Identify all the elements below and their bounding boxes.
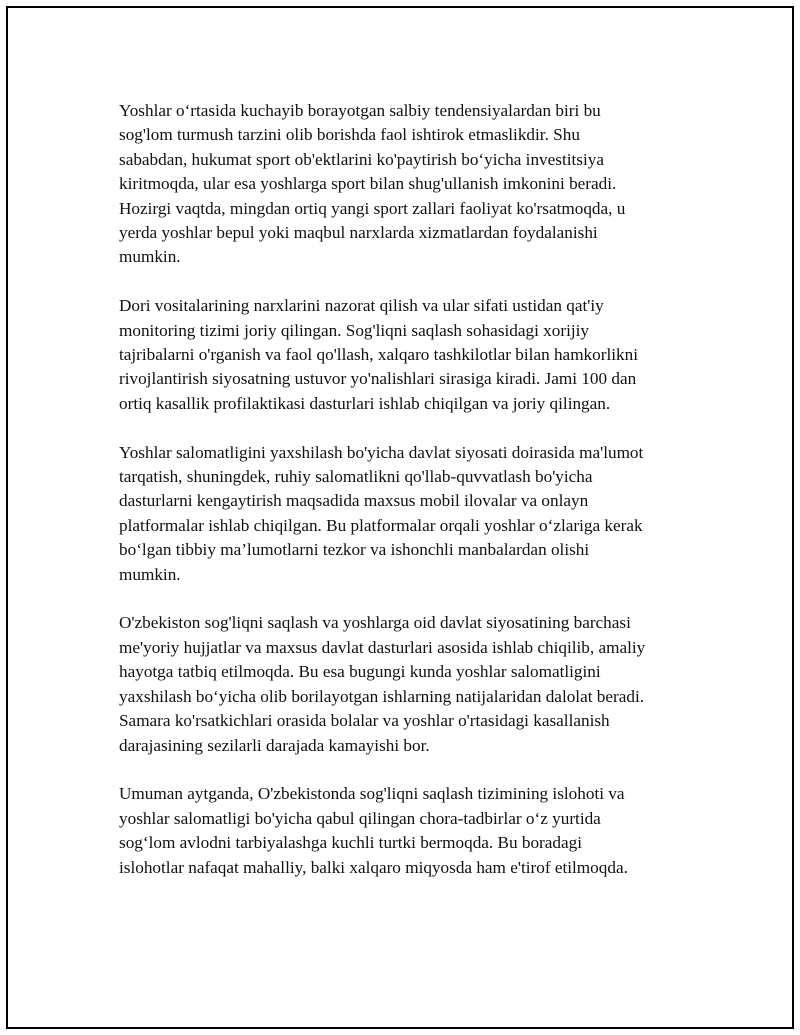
text-line: Hozirgi vaqtda, mingdan ortiq yangi sport zallari faoliyat ko'rsatmoqda, u <box>119 198 626 218</box>
paragraph-1 <box>119 99 699 270</box>
text-line: mumkin. <box>119 247 181 267</box>
text-line: darajasining sezilarli darajada kamayishi bor. <box>119 735 430 755</box>
text-line: sababdan, hukumat sport ob'ektlarini ko'paytirish bo‘yicha investitsiya <box>119 149 604 169</box>
text-line: Yoshlar o‘rtasida kuchayib borayotgan salbiy tendensiyalardan biri bu <box>119 101 601 120</box>
document-body <box>119 99 699 904</box>
text-line: ortiq kasallik profilaktikasi dasturlari ishlab chiqilgan va joriy qilingan. <box>119 393 611 413</box>
paragraph-3 <box>119 441 699 587</box>
paragraph-2 <box>119 294 699 416</box>
page-border <box>6 6 794 1029</box>
paragraph-5 <box>119 782 699 880</box>
text-line: sog'lom turmush tarzini olib borishda faol ishtirok etmaslikdir. Shu <box>119 125 580 145</box>
text-line: me'yoriy hujjatlar va maxsus davlat dasturlari asosida ishlab chiqilib, amaliy <box>119 637 646 657</box>
text-line: Yoshlar salomatligini yaxshilash bo'yicha davlat siyosati doirasida ma'lumot <box>119 442 644 462</box>
text-line: dasturlarni kengaytirish maqsadida maxsus mobil ilovalar va onlayn <box>119 491 589 511</box>
text-line: tarqatish, shuningdek, ruhiy salomatlikni qo'llab-quvvatlash bo'yicha <box>119 467 593 487</box>
text-line: rivojlantirish siyosatning ustuvor yo'nalishlari sirasiga kiradi. Jami 100 dan <box>119 369 637 389</box>
text-line: Dori vositalarining narxlarini nazorat qilish va ular sifati ustidan qat'iy <box>119 296 604 316</box>
text-line: islohotlar nafaqat mahalliy, balki xalqaro miqyosda ham e'tirof etilmoqda. <box>119 857 628 877</box>
text-line: monitoring tizimi joriy qilingan. Sog'liqni saqlash sohasidagi xorijiy <box>119 320 589 340</box>
text-line: yerda yoshlar bepul yoki maqbul narxlarda xizmatlardan foydalanishi <box>119 223 598 243</box>
text-line: yoshlar salomatligi bo'yicha qabul qilingan chora-tadbirlar o‘z yurtida <box>119 808 601 828</box>
text-line: Samara ko'rsatkichlari orasida bolalar va yoshlar o'rtasidagi kasallanish <box>119 711 610 731</box>
text-line: hayotga tatbiq etilmoqda. Bu esa bugungi kunda yoshlar salomatligini <box>119 662 601 682</box>
text-line: kiritmoqda, ular esa yoshlarga sport bilan shug'ullanish imkonini beradi. <box>119 174 617 194</box>
text-line: bo‘lgan tibbiy ma’lumotlarni tezkor va ishonchli manbalardan olishi <box>119 540 590 560</box>
text-line: platformalar ishlab chiqilgan. Bu platformalar orqali yoshlar o‘zlariga kerak <box>119 515 643 535</box>
paragraph-4 <box>119 611 699 757</box>
text-line: O'zbekiston sog'liqni saqlash va yoshlarga oid davlat siyosatining barchasi <box>119 613 631 633</box>
text-line: Umuman aytganda, O'zbekistonda sog'liqni saqlash tizimining islohoti va <box>119 784 625 804</box>
text-line: tajribalarni o'rganish va faol qo'llash, xalqaro tashkilotlar bilan hamkorlikni <box>119 345 638 365</box>
text-line: mumkin. <box>119 564 181 584</box>
text-line: sog‘lom avlodni tarbiyalashga kuchli turtki bermoqda. Bu boradagi <box>119 833 583 853</box>
text-line: yaxshilash bo‘yicha olib borilayotgan ishlarning natijalaridan dalolat beradi. <box>119 686 645 706</box>
